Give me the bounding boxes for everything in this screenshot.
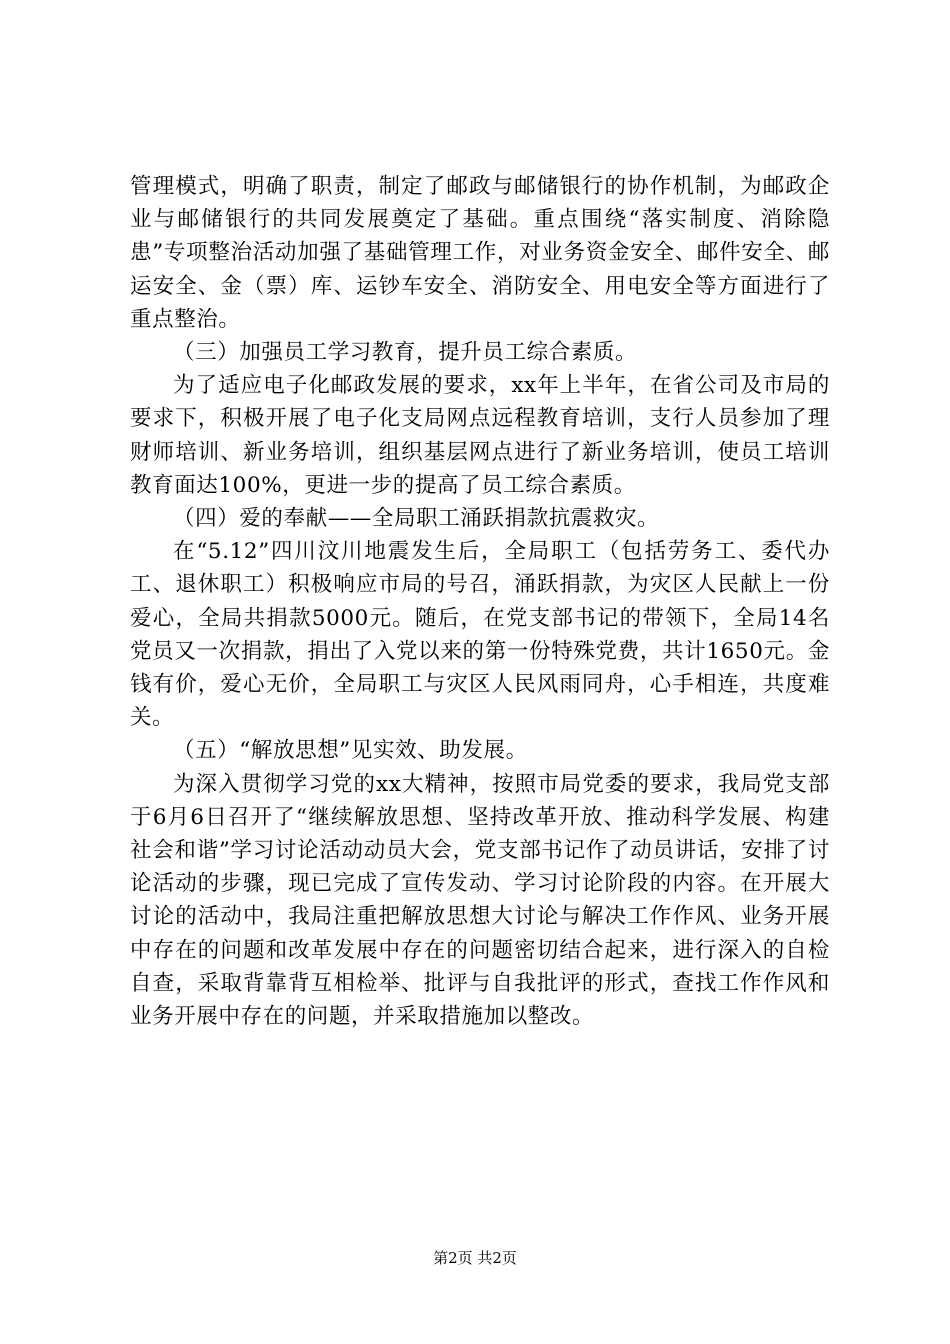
paragraph-training: 为了适应电子化邮政发展的要求，xx年上半年，在省公司及市局的要求下，积极开展了电子化支局网点远程教育培训，支行人员参加了理财师培训、新业务培训，组织基层网点进行了新业务培训，使员工培训教育面达100%，更进一步的提高了员工综合素质。 bbox=[130, 373, 830, 498]
paragraph-discussion: 为深入贯彻学习党的xx大精神，按照市局党委的要求，我局党支部于6月6日召开了“继续解放思想、坚持改革开放、推动科学发展、构建社会和谐”学习讨论活动动员大会，党支部书记作了动员讲话，安排了讨论活动的步骤，现已完成了宣传发动、学习讨论阶段的内容。在开展大讨论的活动中，我局注重把解放思想大讨论与解决工作作风、业务开展中存在的问题和改革发展中存在的问题密切结合起来，进行深入的自检自查，采取背靠背互相检举、批评与自我批评的形式，查找工作作风和业务开展中存在的问题，并采取措施加以整改。 bbox=[130, 771, 830, 1030]
section-heading-5: （五）“解放思想”见实效、助发展。 bbox=[173, 738, 528, 764]
paragraph-continuation: 管理模式，明确了职责，制定了邮政与邮储银行的协作机制，为邮政企业与邮储银行的共同发展奠定了基础。重点围绕“落实制度、消除隐患”专项整治活动加强了基础管理工作，对业务资金安全、邮件安全、邮运安全、金（票）库、运钞车安全、消防安全、用电安全等方面进行了重点整治。 bbox=[130, 174, 830, 332]
paragraph-donation: 在“5.12”四川汶川地震发生后，全局职工（包括劳务工、委代办工、退休职工）积极响应市局的号召，涌跃捐款，为灾区人民献上一份爱心，全局共捐款5000元。随后，在党支部书记的带领下，全局14名党员又一次捐款，捐出了入党以来的第一份特殊党费，共计1650元。金钱有价，爱心无价，全局职工与灾区人民风雨同舟，心手相连，共度难关。 bbox=[130, 539, 830, 731]
section-heading-4: （四）爱的奉献——全局职工涌跃捐款抗震救灾。 bbox=[173, 506, 660, 532]
page-number-footer: 第2页 共2页 bbox=[433, 1249, 517, 1267]
section-heading-3: （三）加强员工学习教育，提升员工综合素质。 bbox=[173, 340, 638, 366]
document-body bbox=[130, 170, 830, 1033]
